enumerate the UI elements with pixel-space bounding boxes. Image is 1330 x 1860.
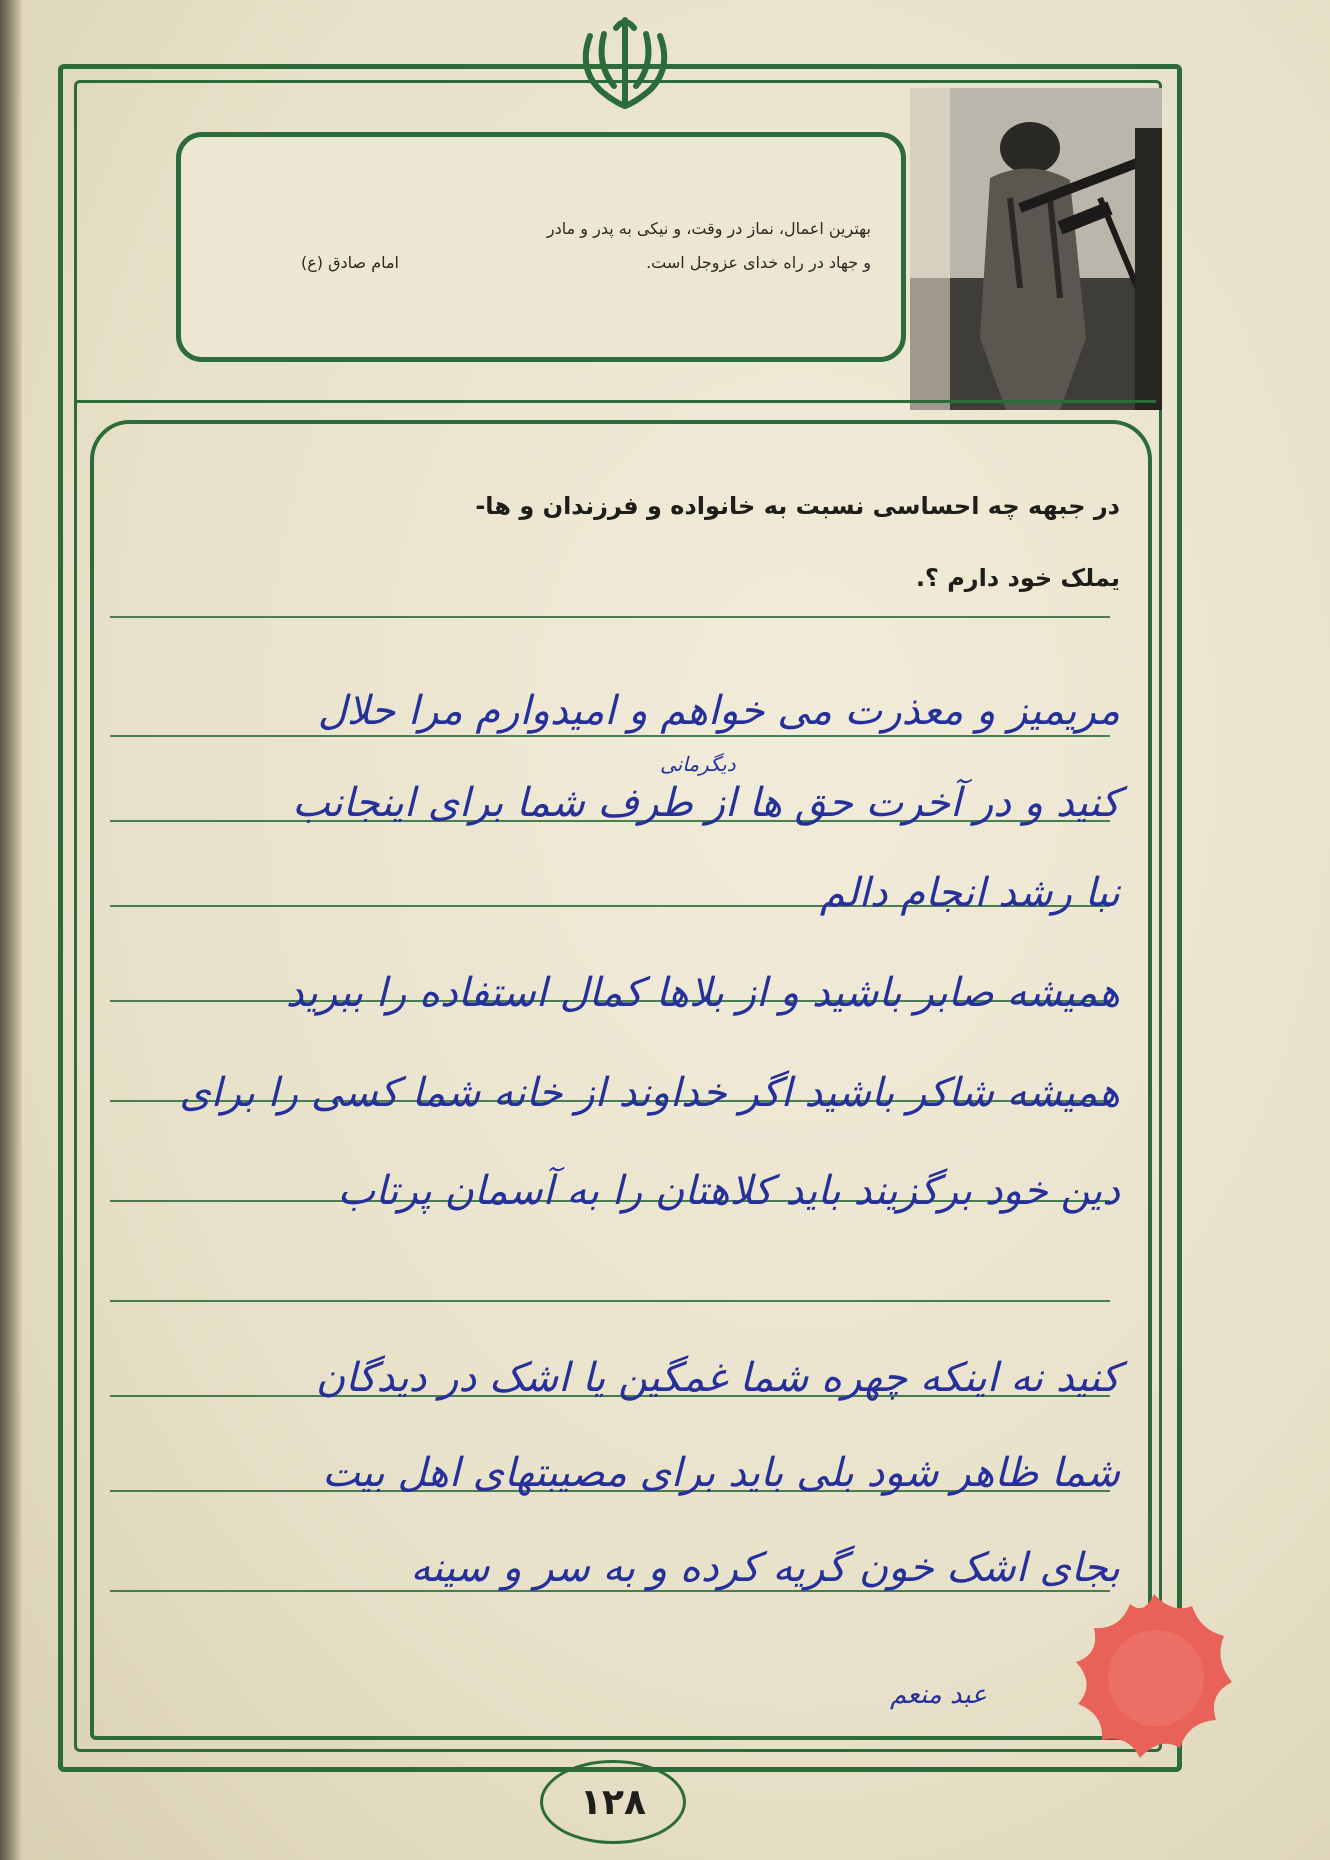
answer-line-6: دین خود برگزیند باید کلاهتان را به آسمان پرتاب [337,1168,1120,1214]
ruled-line [110,1300,1110,1302]
answer-insert-note: دیگرمانی [660,752,736,776]
red-stamp-icon [1068,1586,1238,1766]
answer-line-8: شما ظاهر شود بلی باید برای مصیبتهای اهل بیت [322,1450,1120,1496]
quote-box [176,132,906,362]
question-line-1: در جبهه چه احساسی نسبت به خانواده و فرزندان و ها- [475,492,1120,520]
answer-line-4: همیشه صابر باشید و از بلاها کمال استفاده را ببرید [285,970,1120,1016]
quote-line-1: بهترین اعمال، نماز در وقت، و نیکی به پدر و مادر [546,219,871,238]
answer-line-7: کنید نه اینکه چهره شما غمگین یا اشک در دیدگان [315,1355,1120,1401]
soldier-photo [910,88,1162,410]
signature: عبد منعم [890,1680,987,1710]
quote-author: امام صادق (ع) [301,253,399,272]
ruled-line [110,616,1110,618]
book-binding [0,0,22,1860]
quote-line-2: و جهاد در راه خدای عزوجل است. [646,253,871,272]
answer-line-1: مریمیز و معذرت می خواهم و امیدوارم مرا حلال [317,688,1120,734]
answer-line-5: همیشه شاکر باشید اگر خداوند از خانه شما کسی را برای [179,1070,1120,1116]
page-number: ۱۲۸ [540,1760,686,1844]
ruled-line [110,735,1110,737]
answer-line-9: بجای اشک خون گریه کرده و به سر و سینه [410,1545,1120,1591]
question-line-2: یملک خود دارم ؟. [915,564,1120,592]
answer-line-2: کنید و در آخرت حق ها از طرف شما برای اینجانب [292,780,1120,826]
answer-line-3: نبا رشد انجام دالم [819,870,1120,916]
